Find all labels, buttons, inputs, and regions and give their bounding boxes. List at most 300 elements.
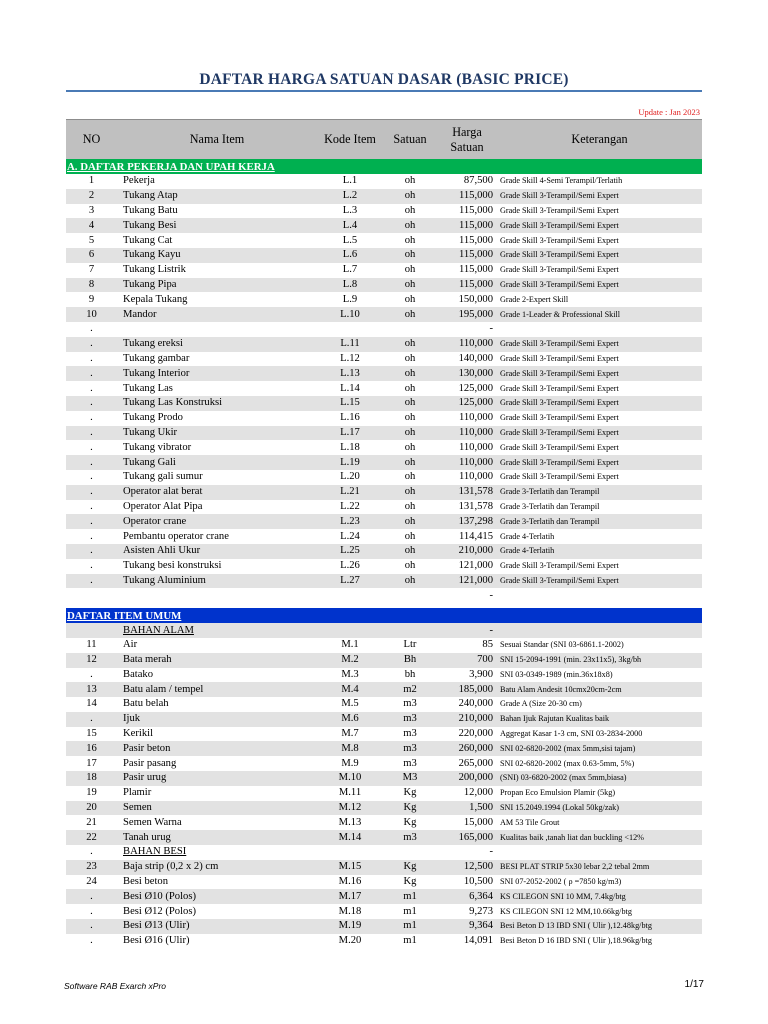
cell-harga: 115,000 bbox=[437, 278, 497, 293]
cell-kode-item bbox=[317, 322, 383, 337]
cell-nama-item: Pekerja bbox=[123, 175, 155, 187]
cell-no: 9 bbox=[88, 293, 95, 305]
cell-nama-item: Operator alat berat bbox=[117, 485, 317, 500]
table-row bbox=[66, 278, 702, 293]
cell-keterangan: Besi Beton D 13 IBD SNI ( Ulir ),12.48kg/btg bbox=[497, 919, 702, 934]
cell-nama-item: Kepala Tukang bbox=[123, 293, 188, 305]
cell-keterangan: AM 53 Tile Grout bbox=[500, 817, 560, 827]
cell-satuan: Kg bbox=[403, 876, 417, 888]
cell-satuan: m1 bbox=[383, 919, 437, 934]
table-row bbox=[66, 919, 702, 934]
cell-kode-item: M.2 bbox=[317, 653, 383, 668]
update-date: Update : Jan 2023 bbox=[638, 107, 700, 117]
table-row bbox=[66, 904, 702, 919]
cell-no: . bbox=[66, 426, 117, 441]
cell-harga: 14,091 bbox=[463, 935, 493, 947]
section-title: A. DAFTAR PEKERJA DAN UPAH KERJA bbox=[67, 160, 275, 173]
cell-kode-item: M.7 bbox=[341, 728, 359, 740]
cell-harga: 131,578 bbox=[437, 485, 497, 500]
cell-harga: - bbox=[437, 623, 497, 638]
cell-nama-item: Plamir bbox=[123, 787, 152, 799]
header-no: NO bbox=[66, 120, 117, 160]
table-row bbox=[66, 529, 702, 544]
table-row bbox=[66, 801, 702, 816]
cell-harga: 9,364 bbox=[437, 919, 497, 934]
cell-kode-item: L.14 bbox=[340, 382, 360, 394]
page-number: 1/17 bbox=[684, 979, 704, 990]
cell-no: . bbox=[66, 712, 117, 727]
cell-keterangan: Grade Skill 3-Terampil/Semi Expert bbox=[500, 265, 619, 275]
cell-satuan: oh bbox=[404, 382, 416, 394]
cell-nama-item: Baja strip (0,2 x 2) cm bbox=[117, 860, 317, 875]
cell-no: 23 bbox=[66, 860, 117, 875]
cell-no: 21 bbox=[86, 816, 97, 828]
cell-kode-item: L.12 bbox=[340, 352, 360, 364]
cell-no: 16 bbox=[66, 741, 117, 756]
cell-keterangan: SNI 15-2094-1991 (min. 23x11x5), 3kg/bh bbox=[497, 653, 702, 668]
cell-keterangan: Propan Eco Emulsion Plamir (5kg) bbox=[500, 788, 616, 798]
cell-no: 18 bbox=[66, 771, 117, 786]
cell-nama-item: Besi Ø16 (Ulir) bbox=[123, 935, 190, 947]
cell-satuan: Bh bbox=[383, 653, 437, 668]
cell-keterangan: Sesuai Standar (SNI 03-6861.1-2002) bbox=[500, 640, 624, 650]
cell-no: 6 bbox=[66, 248, 117, 263]
cell-nama-item: Tukang Ukir bbox=[117, 426, 317, 441]
cell-nama-item: Operator Alat Pipa bbox=[123, 500, 203, 512]
table-row bbox=[66, 712, 702, 727]
cell-kode-item: M.5 bbox=[341, 698, 359, 710]
cell-nama-item: Tukang Cat bbox=[123, 234, 173, 246]
section-header bbox=[66, 159, 702, 174]
cell-harga: 115,000 bbox=[437, 189, 497, 204]
cell-keterangan: Besi Beton D 16 IBD SNI ( Ulir ),18.96kg/btg bbox=[500, 936, 652, 946]
cell-nama-item: BAHAN ALAM bbox=[117, 623, 317, 638]
cell-harga: 110,000 bbox=[458, 471, 493, 483]
cell-nama-item: Tukang Kayu bbox=[117, 248, 317, 263]
table-row bbox=[66, 248, 702, 263]
cell-harga: 110,000 bbox=[437, 337, 497, 352]
table-body bbox=[66, 159, 702, 949]
cell-no bbox=[66, 623, 117, 638]
cell-keterangan: Grade 4-Terlatih bbox=[497, 544, 702, 559]
cell-harga: 140,000 bbox=[458, 352, 493, 364]
table-row bbox=[66, 485, 702, 500]
cell-no: . bbox=[66, 919, 117, 934]
cell-kode-item: M.9 bbox=[341, 757, 359, 769]
cell-kode-item: L.8 bbox=[317, 278, 383, 293]
cell-no: . bbox=[90, 905, 93, 917]
cell-no: 24 bbox=[86, 876, 97, 888]
cell-no: . bbox=[66, 889, 117, 904]
cell-harga: 210,000 bbox=[437, 544, 497, 559]
cell-no: 14 bbox=[86, 698, 97, 710]
cell-keterangan bbox=[497, 623, 702, 638]
cell-harga: 12,000 bbox=[463, 787, 493, 799]
cell-no: . bbox=[66, 485, 117, 500]
header-satuan: Satuan bbox=[383, 120, 437, 160]
section-title: DAFTAR ITEM UMUM bbox=[67, 609, 182, 622]
section-header bbox=[66, 608, 702, 623]
cell-harga: 6,364 bbox=[437, 889, 497, 904]
cell-no: 12 bbox=[66, 653, 117, 668]
cell-nama-item: Bata merah bbox=[117, 653, 317, 668]
cell-harga: 115,000 bbox=[458, 204, 493, 216]
cell-keterangan: Aggregat Kasar 1-3 cm, SNI 03-2834-2000 bbox=[500, 729, 643, 739]
cell-keterangan: SNI 07-2052-2002 ( ρ =7850 kg/m3) bbox=[500, 877, 622, 887]
cell-kode-item: M.14 bbox=[317, 830, 383, 845]
table-row bbox=[66, 559, 702, 574]
cell-satuan bbox=[383, 845, 437, 860]
cell-harga: 210,000 bbox=[437, 712, 497, 727]
cell-satuan: oh bbox=[383, 278, 437, 293]
cell-keterangan: Grade A (Size 20-30 cm) bbox=[500, 699, 582, 709]
cell-kode-item bbox=[317, 845, 383, 860]
cell-satuan: m3 bbox=[383, 830, 437, 845]
cell-satuan: oh bbox=[383, 514, 437, 529]
cell-satuan bbox=[383, 623, 437, 638]
cell-nama-item: Kerikil bbox=[123, 728, 154, 740]
cell-nama-item: Besi beton bbox=[123, 876, 169, 888]
cell-keterangan: Grade Skill 3-Terampil/Semi Expert bbox=[500, 205, 619, 215]
cell-satuan: m3 bbox=[403, 698, 417, 710]
cell-harga: 110,000 bbox=[458, 412, 493, 424]
cell-harga: 15,000 bbox=[463, 816, 493, 828]
cell-harga: - bbox=[489, 323, 493, 335]
cell-no: 10 bbox=[66, 307, 117, 322]
table-row bbox=[66, 845, 702, 860]
cell-satuan: oh bbox=[383, 337, 437, 352]
cell-harga: 115,000 bbox=[437, 248, 497, 263]
cell-satuan: oh bbox=[404, 412, 416, 424]
cell-harga: 121,000 bbox=[458, 560, 493, 572]
table-row bbox=[66, 381, 702, 396]
cell-nama-item: Tukang Batu bbox=[123, 204, 178, 216]
cell-harga: 12,500 bbox=[437, 860, 497, 875]
cell-nama-item: Tukang Interior bbox=[117, 366, 317, 381]
cell-keterangan: Grade Skill 3-Terampil/Semi Expert bbox=[497, 574, 702, 589]
cell-satuan: m1 bbox=[403, 905, 417, 917]
cell-keterangan: SNI 15.2049.1994 (Lokal 50kg/zak) bbox=[497, 801, 702, 816]
cell-harga: 115,000 bbox=[458, 264, 493, 276]
cell-satuan: Kg bbox=[403, 816, 417, 828]
cell-no: . bbox=[66, 544, 117, 559]
table-row bbox=[66, 830, 702, 845]
cell-satuan: oh bbox=[404, 352, 416, 364]
cell-kode-item: M.17 bbox=[317, 889, 383, 904]
table-row bbox=[66, 727, 702, 742]
cell-harga: 130,000 bbox=[437, 366, 497, 381]
cell-harga: 185,000 bbox=[437, 682, 497, 697]
cell-satuan: m3 bbox=[403, 728, 417, 740]
cell-no: . bbox=[90, 668, 93, 680]
cell-keterangan: Grade Skill 3-Terampil/Semi Expert bbox=[500, 561, 619, 571]
cell-nama-item: Tukang gambar bbox=[123, 352, 190, 364]
cell-satuan: Ltr bbox=[403, 639, 417, 651]
cell-no bbox=[66, 588, 117, 603]
cell-kode-item: M.12 bbox=[317, 801, 383, 816]
cell-harga: 165,000 bbox=[437, 830, 497, 845]
cell-satuan: oh bbox=[404, 234, 416, 246]
cell-keterangan: Bahan Ijuk Rajutan Kualitas baik bbox=[497, 712, 702, 727]
cell-no: 20 bbox=[66, 801, 117, 816]
cell-keterangan: Kualitas baik ,tanah liat dan buckling <12% bbox=[497, 830, 702, 845]
cell-satuan: m3 bbox=[383, 712, 437, 727]
table-row bbox=[66, 366, 702, 381]
cell-satuan: oh bbox=[383, 248, 437, 263]
cell-keterangan: Grade Skill 4-Semi Terampil/Terlatih bbox=[500, 176, 623, 186]
cell-harga: 195,000 bbox=[437, 307, 497, 322]
cell-nama-item: Tukang Listrik bbox=[123, 264, 186, 276]
cell-no: 8 bbox=[66, 278, 117, 293]
cell-harga: 150,000 bbox=[458, 293, 493, 305]
cell-kode-item: M.10 bbox=[317, 771, 383, 786]
cell-no: . bbox=[66, 366, 117, 381]
cell-kode-item: L.21 bbox=[317, 485, 383, 500]
cell-satuan: oh bbox=[404, 530, 416, 542]
cell-kode-item: M.16 bbox=[338, 876, 362, 888]
cell-nama-item: Tukang gali sumur bbox=[123, 471, 203, 483]
table-header bbox=[66, 120, 702, 160]
table-row bbox=[66, 889, 702, 904]
table-row bbox=[66, 682, 702, 697]
cell-nama-item: Besi Ø10 (Polos) bbox=[117, 889, 317, 904]
cell-keterangan: KS CILEGON SNI 12 MM,10.66kg/btg bbox=[500, 906, 632, 916]
cell-nama-item: Air bbox=[123, 639, 138, 651]
cell-satuan: Kg bbox=[383, 860, 437, 875]
cell-harga: 110,000 bbox=[437, 455, 497, 470]
cell-satuan: oh bbox=[404, 500, 416, 512]
cell-nama-item: Ijuk bbox=[117, 712, 317, 727]
cell-kode-item: M.15 bbox=[317, 860, 383, 875]
cell-nama-item: Besi Ø13 (Ulir) bbox=[117, 919, 317, 934]
header-kode-item: Kode Item bbox=[317, 120, 383, 160]
table-row bbox=[66, 292, 702, 307]
cell-nama-item bbox=[117, 322, 317, 337]
cell-satuan: oh bbox=[383, 218, 437, 233]
cell-keterangan: Batu Alam Andesit 10cmx20cm-2cm bbox=[497, 682, 702, 697]
cell-kode-item: L.19 bbox=[317, 455, 383, 470]
cell-harga: 240,000 bbox=[458, 698, 493, 710]
cell-no: . bbox=[90, 352, 93, 364]
cell-satuan: Kg bbox=[403, 787, 417, 799]
cell-keterangan: Grade 3-Terlatih dan Terampil bbox=[497, 485, 702, 500]
table-row bbox=[66, 741, 702, 756]
cell-kode-item: M.19 bbox=[317, 919, 383, 934]
cell-no: 7 bbox=[88, 264, 95, 276]
cell-satuan: oh bbox=[404, 175, 416, 187]
cell-no: . bbox=[66, 574, 117, 589]
cell-keterangan: Grade Skill 3-Terampil/Semi Expert bbox=[497, 218, 702, 233]
table-row bbox=[66, 189, 702, 204]
cell-harga: 85 bbox=[482, 639, 493, 651]
table-row bbox=[66, 204, 702, 219]
cell-nama-item: Tukang ereksi bbox=[117, 337, 317, 352]
cell-no: . bbox=[66, 337, 117, 352]
table-row bbox=[66, 934, 702, 949]
cell-keterangan: Grade 1-Leader & Professional Skill bbox=[497, 307, 702, 322]
cell-satuan: oh bbox=[383, 574, 437, 589]
cell-kode-item: M.18 bbox=[338, 905, 362, 917]
cell-no: . bbox=[90, 382, 93, 394]
cell-satuan: oh bbox=[404, 293, 416, 305]
cell-nama-item: Pasir beton bbox=[117, 741, 317, 756]
cell-satuan: oh bbox=[383, 485, 437, 500]
cell-kode-item: L.18 bbox=[340, 441, 360, 453]
cell-kode-item: M.20 bbox=[338, 935, 362, 947]
table-row bbox=[66, 440, 702, 455]
table-row bbox=[66, 623, 702, 638]
table-row bbox=[66, 638, 702, 653]
cell-kode-item: L.5 bbox=[342, 234, 358, 246]
cell-satuan: oh bbox=[383, 396, 437, 411]
cell-keterangan: Grade Skill 3-Terampil/Semi Expert bbox=[497, 278, 702, 293]
header-keterangan: Keterangan bbox=[497, 120, 702, 160]
cell-no: 15 bbox=[86, 728, 97, 740]
cell-satuan: oh bbox=[404, 560, 416, 572]
cell-no: . bbox=[90, 560, 93, 572]
cell-harga: 87,500 bbox=[463, 175, 493, 187]
cell-keterangan: Grade 4-Terlatih bbox=[500, 531, 555, 541]
cell-nama-item: BAHAN BESI bbox=[123, 846, 187, 858]
cell-no: 17 bbox=[86, 757, 97, 769]
cell-keterangan: Grade Skill 3-Terampil/Semi Expert bbox=[497, 366, 702, 381]
cell-keterangan: Grade Skill 3-Terampil/Semi Expert bbox=[497, 337, 702, 352]
table-row bbox=[66, 860, 702, 875]
cell-satuan: m1 bbox=[383, 889, 437, 904]
table-row bbox=[66, 668, 702, 683]
cell-nama-item: Tukang Aluminium bbox=[117, 574, 317, 589]
cell-no: 5 bbox=[88, 234, 95, 246]
cell-keterangan: (SNI) 03-6820-2002 (max 5mm,biasa) bbox=[497, 771, 702, 786]
cell-harga: 200,000 bbox=[437, 771, 497, 786]
cell-keterangan: Grade Skill 3-Terampil/Semi Expert bbox=[497, 396, 702, 411]
cell-kode-item: L.7 bbox=[342, 264, 358, 276]
cell-kode-item: L.9 bbox=[342, 293, 358, 305]
cell-satuan: oh bbox=[383, 426, 437, 441]
cell-kode-item: L.26 bbox=[340, 560, 360, 572]
cell-kode-item: L.1 bbox=[342, 175, 358, 187]
cell-no: . bbox=[90, 441, 93, 453]
cell-no: . bbox=[90, 471, 93, 483]
table-row bbox=[66, 263, 702, 278]
cell-harga: 220,000 bbox=[458, 728, 493, 740]
cell-no: 1 bbox=[88, 175, 95, 187]
title-underline bbox=[66, 90, 702, 92]
table-row bbox=[66, 322, 702, 337]
cell-satuan: bh bbox=[404, 668, 416, 680]
table-row bbox=[66, 514, 702, 529]
cell-no: 19 bbox=[86, 787, 97, 799]
table-row bbox=[66, 697, 702, 712]
header-nama-item: Nama Item bbox=[117, 120, 317, 160]
cell-harga: 110,000 bbox=[458, 441, 493, 453]
cell-kode-item: L.13 bbox=[317, 366, 383, 381]
table-row bbox=[66, 218, 702, 233]
cell-keterangan: Grade Skill 3-Terampil/Semi Expert bbox=[500, 413, 619, 423]
cell-no: . bbox=[90, 530, 93, 542]
cell-kode-item: L.6 bbox=[317, 248, 383, 263]
cell-no: . bbox=[66, 514, 117, 529]
cell-kode-item: L.15 bbox=[317, 396, 383, 411]
table-row bbox=[66, 396, 702, 411]
cell-satuan: oh bbox=[404, 441, 416, 453]
table-row bbox=[66, 875, 702, 890]
cell-nama-item: Mandor bbox=[117, 307, 317, 322]
cell-nama-item: Tukang Prodo bbox=[123, 412, 183, 424]
cell-harga: - bbox=[489, 846, 493, 858]
cell-nama-item: Pasir pasang bbox=[123, 757, 177, 769]
cell-keterangan: KS CILEGON SNI 10 MM, 7.4kg/btg bbox=[497, 889, 702, 904]
cell-kode-item: L.10 bbox=[317, 307, 383, 322]
table-row bbox=[66, 337, 702, 352]
cell-keterangan: Grade Skill 3-Terampil/Semi Expert bbox=[500, 442, 619, 452]
cell-harga: 265,000 bbox=[458, 757, 493, 769]
table-row bbox=[66, 771, 702, 786]
cell-no: . bbox=[90, 412, 93, 424]
cell-harga: 125,000 bbox=[458, 382, 493, 394]
cell-keterangan: Grade 2-Expert Skill bbox=[500, 294, 569, 304]
cell-no: 2 bbox=[66, 189, 117, 204]
cell-harga: 9,273 bbox=[469, 905, 493, 917]
cell-nama-item: Semen Warna bbox=[123, 816, 182, 828]
cell-kode-item: L.2 bbox=[317, 189, 383, 204]
table-row bbox=[66, 756, 702, 771]
cell-satuan: oh bbox=[404, 471, 416, 483]
cell-kode-item: L.24 bbox=[340, 530, 360, 542]
cell-kode-item: L.27 bbox=[317, 574, 383, 589]
cell-satuan: m1 bbox=[403, 935, 417, 947]
cell-harga: 125,000 bbox=[437, 396, 497, 411]
cell-kode-item: L.16 bbox=[340, 412, 360, 424]
cell-satuan: oh bbox=[383, 366, 437, 381]
cell-kode-item: L.17 bbox=[317, 426, 383, 441]
cell-nama-item: Tukang besi konstruksi bbox=[123, 560, 222, 572]
cell-harga: 121,000 bbox=[437, 574, 497, 589]
page-title: DAFTAR HARGA SATUAN DASAR (BASIC PRICE) bbox=[199, 71, 569, 88]
table-row bbox=[66, 352, 702, 367]
cell-no: . bbox=[66, 396, 117, 411]
cell-keterangan: Grade Skill 3-Terampil/Semi Expert bbox=[497, 455, 702, 470]
cell-kode-item: L.20 bbox=[340, 471, 360, 483]
cell-harga: 137,298 bbox=[437, 514, 497, 529]
cell-nama-item: Tukang Atap bbox=[117, 189, 317, 204]
cell-kode-item: M.11 bbox=[338, 787, 362, 799]
cell-nama-item: Pasir urug bbox=[117, 771, 317, 786]
cell-no: . bbox=[90, 500, 93, 512]
table-row bbox=[66, 174, 702, 189]
cell-nama-item: Batu alam / tempel bbox=[117, 682, 317, 697]
cell-kode-item: L.11 bbox=[317, 337, 383, 352]
cell-nama-item: Tukang Besi bbox=[117, 218, 317, 233]
cell-satuan: oh bbox=[404, 204, 416, 216]
cell-keterangan: BESI PLAT STRIP 5x30 lebar 2,2 tebal 2mm bbox=[497, 860, 702, 875]
cell-keterangan bbox=[497, 322, 702, 337]
cell-nama-item: Semen bbox=[117, 801, 317, 816]
cell-no: . bbox=[66, 455, 117, 470]
cell-harga: 3,900 bbox=[469, 668, 493, 680]
cell-harga: 114,415 bbox=[458, 530, 493, 542]
cell-no: 13 bbox=[66, 682, 117, 697]
cell-keterangan: Grade Skill 3-Terampil/Semi Expert bbox=[500, 383, 619, 393]
cell-satuan bbox=[383, 322, 437, 337]
cell-keterangan bbox=[497, 845, 702, 860]
cell-satuan: M3 bbox=[383, 771, 437, 786]
cell-nama-item: Batako bbox=[123, 668, 154, 680]
cell-satuan: oh bbox=[383, 189, 437, 204]
cell-satuan: oh bbox=[383, 455, 437, 470]
table-row bbox=[66, 470, 702, 485]
table-row bbox=[66, 815, 702, 830]
